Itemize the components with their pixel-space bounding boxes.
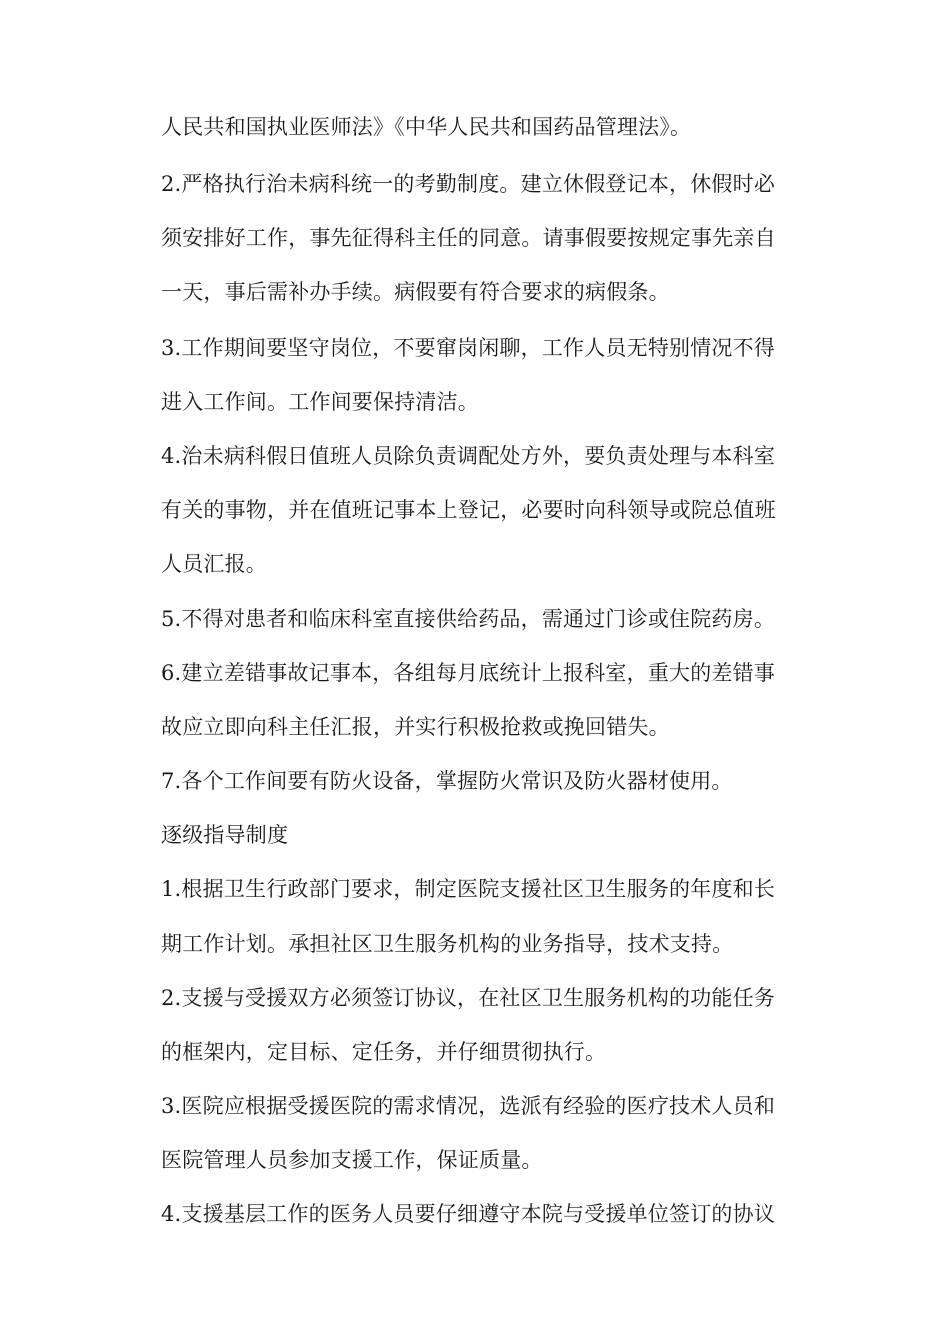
text-line: 人员汇报。 xyxy=(161,552,267,576)
text-line: 2.支援与受援双方必须签订协议，在社区卫生服务机构的功能任务 xyxy=(161,986,776,1010)
text-line: 有关的事物，并在值班记事本上登记，必要时向科领导或院总值班 xyxy=(161,498,776,522)
text-line: 3.工作期间要坚守岗位，不要窜岗闲聊，工作人员无特别情况不得 xyxy=(161,336,776,360)
text-line: 一天，事后需补办手续。病假要有符合要求的病假条。 xyxy=(161,280,670,304)
text-line: 4.治未病科假日值班人员除负责调配处方外，要负责处理与本科室 xyxy=(161,444,776,468)
text-line: 人民共和国执业医师法》《中华人民共和国药品管理法》。 xyxy=(161,115,692,139)
text-line: 4.支援基层工作的医务人员要仔细遵守本院与受援单位签订的协议 xyxy=(161,1202,776,1226)
section-heading: 逐级指导制度 xyxy=(161,823,289,847)
text-line: 3.医院应根据受援医院的需求情况，选派有经验的医疗技术人员和 xyxy=(161,1094,776,1118)
text-line: 期工作计划。承担社区卫生服务机构的业务指导，技术支持。 xyxy=(161,932,734,956)
text-line: 7.各个工作间要有防火设备，掌握防火常识及防火器材使用。 xyxy=(161,769,733,793)
text-line: 医院管理人员参加支援工作，保证质量。 xyxy=(161,1148,543,1172)
text-line: 的框架内，定目标、定任务，并仔细贯彻执行。 xyxy=(161,1040,607,1064)
text-line: 5.不得对患者和临床科室直接供给药品，需通过门诊或住院药房。 xyxy=(161,607,776,631)
text-line: 须安排好工作，事先征得科主任的同意。请事假要按规定事先亲自 xyxy=(161,226,776,250)
text-line: 故应立即向科主任汇报，并实行积极抢救或挽回错失。 xyxy=(161,715,670,739)
text-line: 进入工作间。工作间要保持清洁。 xyxy=(161,390,479,414)
text-line: 1.根据卫生行政部门要求，制定医院支援社区卫生服务的年度和长 xyxy=(161,877,776,901)
text-line: 2.严格执行治未病科统一的考勤制度。建立休假登记本，休假时必 xyxy=(161,172,776,196)
text-line: 6.建立差错事故记事本，各组每月底统计上报科室，重大的差错事 xyxy=(161,661,776,685)
